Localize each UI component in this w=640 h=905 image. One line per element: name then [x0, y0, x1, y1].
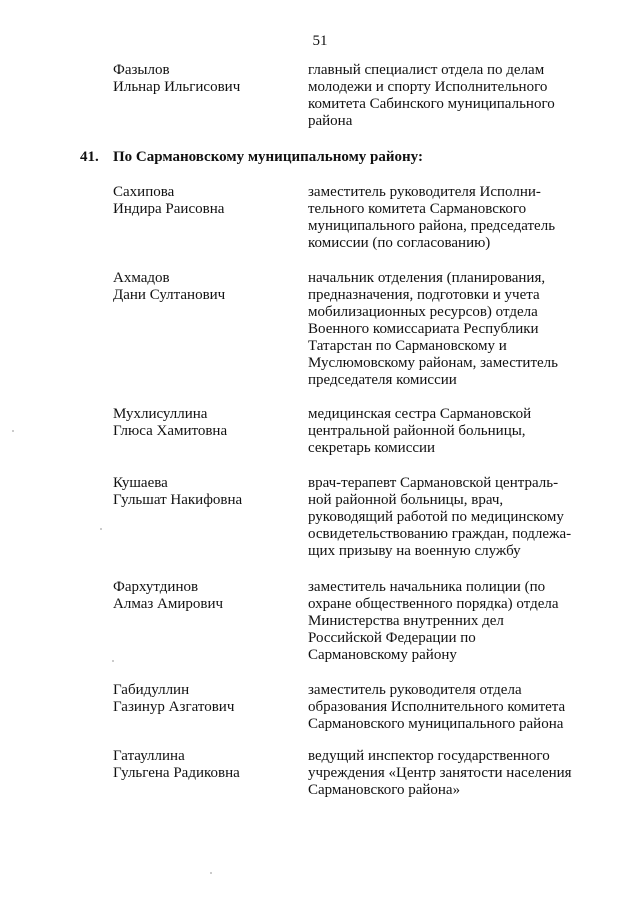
member-surname: Гатауллина: [113, 748, 185, 764]
position-line: медицинская сестра Сармановской: [308, 406, 532, 422]
scan-speck: [12, 430, 14, 432]
position-line: Российской Федерации по: [308, 630, 476, 646]
member-surname: Фархутдинов: [113, 579, 199, 595]
member-name: [113, 184, 298, 218]
position-line: охране общественного порядка) отдела: [308, 596, 559, 612]
position-line: района: [308, 113, 353, 129]
member-name: [113, 475, 298, 509]
position-line: ной районной больницы, врач,: [308, 492, 504, 508]
member-given-names: Ильнар Ильгисович: [113, 79, 241, 95]
position-line: образования Исполнительного комитета: [308, 699, 566, 715]
position-line: комитета Сабинского муниципального: [308, 96, 555, 112]
member-surname: Габидуллин: [113, 682, 190, 698]
member-name: [113, 62, 298, 96]
position-line: руководящий работой по медицинскому: [308, 509, 564, 525]
position-line: предназначения, подготовки и учета: [308, 287, 540, 303]
member-surname: Сахипова: [113, 184, 175, 200]
position-line: Муслюмовскому районам, заместитель: [308, 355, 558, 371]
section-number: 41.: [80, 149, 99, 165]
position-line: секретарь комиссии: [308, 440, 436, 456]
member-position: [308, 62, 578, 130]
member-name: [113, 406, 298, 440]
member-name: [113, 270, 298, 304]
member-given-names: Алмаз Амирович: [113, 596, 224, 612]
scan-speck: [100, 528, 102, 530]
member-position: [308, 748, 578, 799]
page-number: 51: [312, 33, 328, 49]
position-line: ведущий инспектор государственного: [308, 748, 550, 764]
member-surname: Мухлисуллина: [113, 406, 208, 422]
member-name: [113, 748, 298, 782]
member-name: [113, 579, 298, 613]
position-line: начальник отделения (планирования,: [308, 270, 546, 286]
member-position: [308, 270, 578, 389]
position-line: центральной районной больницы,: [308, 423, 526, 439]
member-position: [308, 682, 578, 733]
position-line: учреждения «Центр занятости населения: [308, 765, 572, 781]
position-line: Сармановского района»: [308, 782, 461, 798]
position-line: тельного комитета Сармановского: [308, 201, 527, 217]
position-line: заместитель руководителя Исполни-: [308, 184, 541, 200]
member-position: [308, 184, 578, 252]
position-line: комиссии (по согласованию): [308, 235, 491, 251]
position-line: Сармановского муниципального района: [308, 716, 564, 732]
position-line: главный специалист отдела по делам: [308, 62, 545, 78]
member-given-names: Гульгена Радиковна: [113, 765, 240, 781]
position-line: Сармановскому району: [308, 647, 457, 663]
position-line: щих призыву на военную службу: [308, 543, 521, 559]
member-given-names: Дани Султанович: [113, 287, 226, 303]
member-position: [308, 579, 578, 664]
member-surname: Кушаева: [113, 475, 168, 491]
member-given-names: Индира Раисовна: [113, 201, 225, 217]
position-line: молодежи и спорту Исполнительного: [308, 79, 548, 95]
member-given-names: Гульшат Накифовна: [113, 492, 243, 508]
member-given-names: Газинур Азгатович: [113, 699, 235, 715]
member-position: [308, 406, 578, 457]
position-line: Министерства внутренних дел: [308, 613, 504, 629]
member-position: [308, 475, 578, 560]
position-line: мобилизационных ресурсов) отдела: [308, 304, 538, 320]
position-line: заместитель начальника полиции (по: [308, 579, 546, 595]
position-line: председателя комиссии: [308, 372, 457, 388]
position-line: муниципального района, председатель: [308, 218, 556, 234]
section-title: По Сармановскому муниципальному району:: [113, 149, 423, 165]
member-given-names: Глюса Хамитовна: [113, 423, 228, 439]
position-line: освидетельствованию граждан, подлежа-: [308, 526, 572, 542]
section-heading: [80, 149, 423, 166]
scan-speck: [112, 660, 114, 662]
member-name: [113, 682, 298, 716]
position-line: Военного комиссариата Республики: [308, 321, 539, 337]
position-line: Татарстан по Сармановскому и: [308, 338, 507, 354]
position-line: врач-терапевт Сармановской централь-: [308, 475, 559, 491]
member-surname: Ахмадов: [113, 270, 170, 286]
position-line: заместитель руководителя отдела: [308, 682, 522, 698]
member-surname: Фазылов: [113, 62, 170, 78]
scan-speck: [210, 872, 212, 874]
